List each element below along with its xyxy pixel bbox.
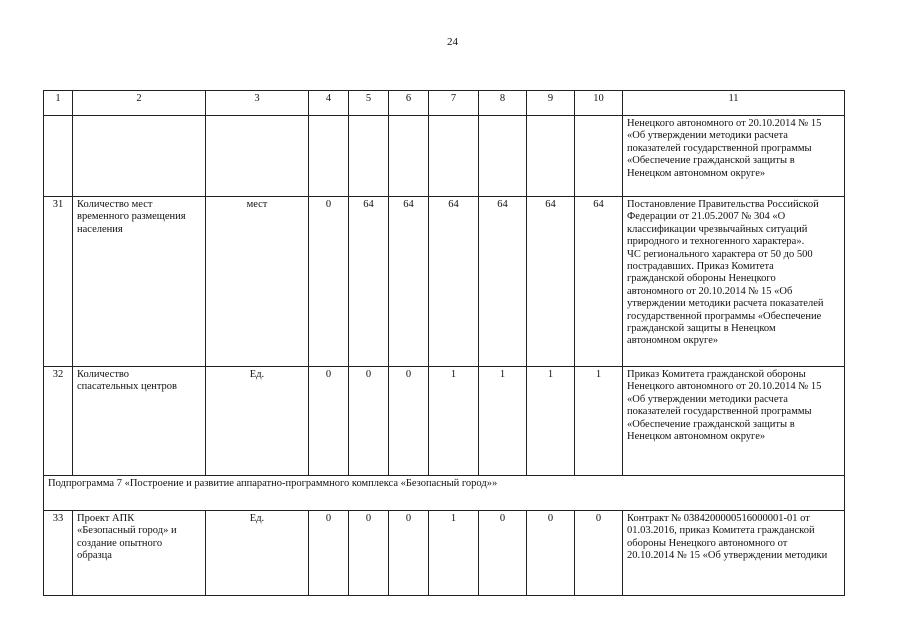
col-header: 5: [349, 91, 389, 116]
value-cell: 0: [575, 511, 623, 596]
page-number: 24: [447, 36, 458, 48]
col-header: 11: [623, 91, 845, 116]
unit-cell: мест: [206, 197, 309, 367]
col-header: 1: [44, 91, 73, 116]
header-row: [44, 91, 845, 116]
col-header: 7: [429, 91, 479, 116]
value-cell: 0: [309, 197, 349, 367]
empty-cell: [206, 116, 309, 197]
source-cell: Контракт № 0384200000516000001-01 от 01.03.2016, приказ Комитета гражданской обороны Ненецкого автономного от 20.10.2014 № 15 «Об утверждении методики: [623, 511, 845, 596]
value-cell: 64: [429, 197, 479, 367]
indicators-table: [43, 90, 845, 596]
empty-cell: [73, 116, 206, 197]
empty-cell: [309, 116, 349, 197]
col-header: 4: [309, 91, 349, 116]
table-row: [44, 367, 845, 476]
empty-cell: [479, 116, 527, 197]
table-row: [44, 511, 845, 596]
value-cell: 0: [349, 367, 389, 476]
value-cell: 0: [309, 367, 349, 476]
value-cell: 64: [527, 197, 575, 367]
col-header: 6: [389, 91, 429, 116]
empty-cell: [44, 116, 73, 197]
value-cell: 64: [389, 197, 429, 367]
unit-cell: Ед.: [206, 511, 309, 596]
source-cell: Ненецкого автономного от 20.10.2014 № 15 «Об утверждении методики расчета показателей государственной программы «Обеспечение гражданской защиты в Ненецком автономном округе»: [623, 116, 845, 197]
table-row: [44, 116, 845, 197]
value-cell: 0: [389, 367, 429, 476]
source-cell: Приказ Комитета гражданской обороны Ненецкого автономного от 20.10.2014 № 15 «Об утверждении методики расчета показателей государственной программы «Обеспечение гражданской защиты в Ненецком автономном округе»: [623, 367, 845, 476]
value-cell: 0: [389, 511, 429, 596]
value-cell: 64: [479, 197, 527, 367]
empty-cell: [389, 116, 429, 197]
value-cell: 1: [575, 367, 623, 476]
value-cell: 0: [527, 511, 575, 596]
value-cell: 64: [349, 197, 389, 367]
col-header: 3: [206, 91, 309, 116]
unit-cell: Ед.: [206, 367, 309, 476]
indicator-name: Количество спасательных центров: [73, 367, 206, 476]
empty-cell: [349, 116, 389, 197]
value-cell: 1: [527, 367, 575, 476]
col-header: 8: [479, 91, 527, 116]
empty-cell: [527, 116, 575, 197]
row-number: 33: [44, 511, 73, 596]
table-row: [44, 197, 845, 367]
source-cell: Постановление Правительства Российской Федерации от 21.05.2007 № 304 «О классификации чрезвычайных ситуаций природного и техногенного характера». ЧС регионального характера от 50 до 500 пострадавших. Приказ Комитета гражданской обороны Ненецкого автономного от 20.10.2014 № 15 «Об утверждении методики расчета показателей государственной программы «Обеспечение гражданской защиты в Ненецком автономном округе»: [623, 197, 845, 367]
col-header: 9: [527, 91, 575, 116]
value-cell: 0: [349, 511, 389, 596]
indicator-name: Проект АПК «Безопасный город» и создание опытного образца: [73, 511, 206, 596]
value-cell: 1: [479, 367, 527, 476]
row-number: 32: [44, 367, 73, 476]
value-cell: 1: [429, 511, 479, 596]
subprogram-title: Подпрограмма 7 «Построение и развитие аппаратно-программного комплекса «Безопасный город»»: [44, 476, 845, 511]
indicator-name: Количество мест временного размещения населения: [73, 197, 206, 367]
value-cell: 0: [479, 511, 527, 596]
empty-cell: [429, 116, 479, 197]
value-cell: 1: [429, 367, 479, 476]
col-header: 2: [73, 91, 206, 116]
empty-cell: [575, 116, 623, 197]
subprogram-row: [44, 476, 845, 511]
row-number: 31: [44, 197, 73, 367]
col-header: 10: [575, 91, 623, 116]
value-cell: 0: [309, 511, 349, 596]
value-cell: 64: [575, 197, 623, 367]
